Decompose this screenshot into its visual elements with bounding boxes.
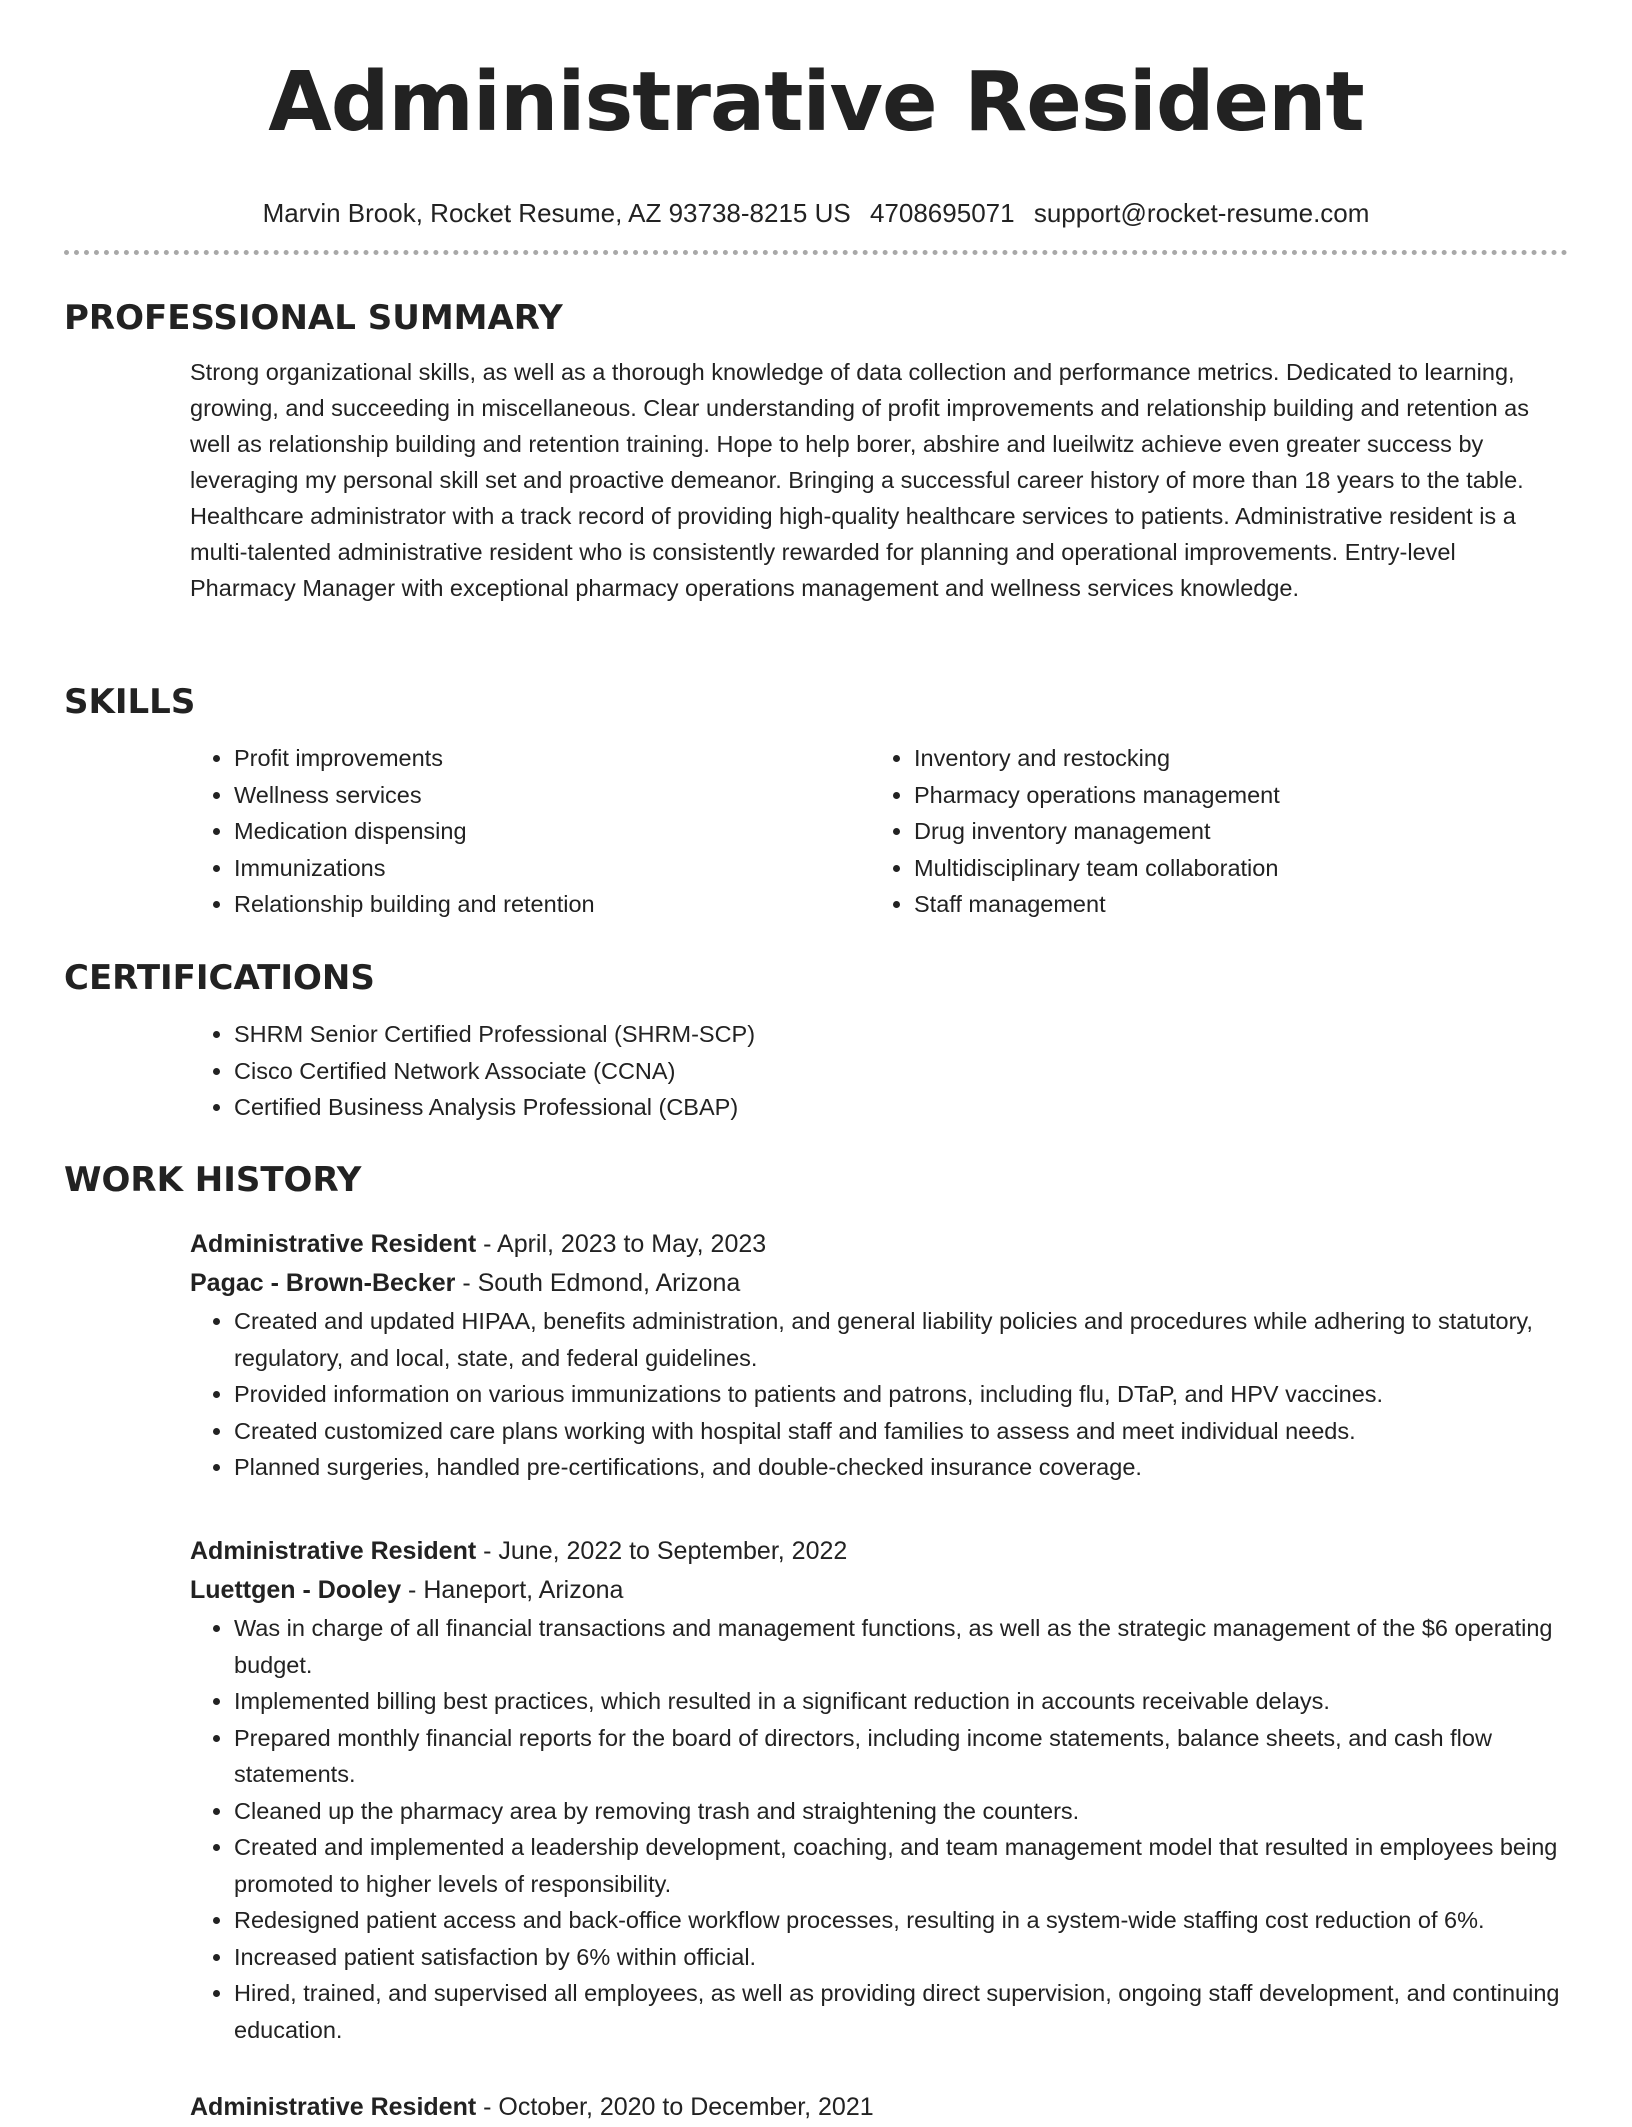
job-entry <box>64 1532 1568 2048</box>
resume-header <box>0 0 1632 228</box>
certification-item: • SHRM Senior Certified Professional (SHRM-SCP) <box>234 1016 1568 1053</box>
job-company: Pagac - Brown-Becker <box>190 1269 456 1297</box>
job-bullet: • Created and updated HIPAA, benefits administration, and general liability policies and procedures while adhering to statutory, regulatory, and local, state, and federal guidelines. <box>234 1303 1568 1376</box>
job-entry <box>64 2088 1568 2127</box>
summary-heading: PROFESSIONAL SUMMARY <box>64 298 563 338</box>
contact-line <box>0 198 1632 228</box>
job-role-line <box>190 2088 1568 2127</box>
skill-item: • Wellness services <box>234 777 870 814</box>
skills-columns <box>190 740 1568 923</box>
job-bullets <box>190 1303 1568 1486</box>
job-company-line <box>190 1571 1568 1610</box>
certification-item: • Cisco Certified Network Associate (CCNA) <box>234 1053 1568 1090</box>
skills-column-left <box>190 740 870 923</box>
skill-item: • Medication dispensing <box>234 813 870 850</box>
job-bullet: • Created customized care plans working with hospital staff and families to assess and meet individual needs. <box>234 1413 1568 1450</box>
skill-item: • Staff management <box>914 886 1550 923</box>
job-location: - South Edmond, Arizona <box>455 1269 741 1297</box>
work-history-section <box>64 1160 1568 1200</box>
summary-section <box>64 298 1568 606</box>
skills-heading: SKILLS <box>64 682 196 722</box>
skills-section <box>64 682 1568 923</box>
job-role: Administrative Resident <box>190 1537 477 1565</box>
skill-item: • Drug inventory management <box>914 813 1550 850</box>
skills-column-right <box>870 740 1550 923</box>
skill-item: • Immunizations <box>234 850 870 887</box>
job-location: - Haneport, Arizona <box>401 1576 624 1604</box>
contact-phone: 4708695071 <box>869 198 1015 228</box>
job-role: Administrative Resident <box>190 1230 477 1258</box>
certification-item: • Certified Business Analysis Professional (CBAP) <box>234 1089 1568 1126</box>
job-bullets <box>190 1610 1568 2048</box>
work-history-heading: WORK HISTORY <box>64 1160 362 1200</box>
job-role-line <box>190 1532 1568 1571</box>
skill-item: • Inventory and restocking <box>914 740 1550 777</box>
job-entry <box>64 1225 1568 1486</box>
skill-item: • Pharmacy operations management <box>914 777 1550 814</box>
candidate-name: Administrative Resident <box>268 55 1364 150</box>
summary-text: Strong organizational skills, as well as a thorough knowledge of data collection and performance metrics. Dedicated to learning, growing, and succeeding in miscellaneous. Clear understanding of profit improvements and relationship building and retention as well as relationship building and retention training. Hope to help borer, abshire and lueilwitz achieve even greater success by leveraging my personal skill set and proactive demeanor. Bringing a successful career history of more than 18 years to the table. Healthcare administrator with a track record of providing high-quality healthcare services to patients. Administrative resident is a multi-talented administrative resident who is consistently rewarded for planning and operational improvements. Entry-level Pharmacy Manager with exceptional pharmacy operations management and wellness services knowledge. <box>190 359 1529 601</box>
job-bullet: • Implemented billing best practices, which resulted in a significant reduction in accounts receivable delays. <box>234 1683 1568 1720</box>
job-bullet: • Created and implemented a leadership development, coaching, and team management model that resulted in employees being promoted to higher levels of responsibility. <box>234 1829 1568 1902</box>
job-bullet: • Provided information on various immunizations to patients and patrons, including flu, DTaP, and HPV vaccines. <box>234 1376 1568 1413</box>
contact-email: support@rocket-resume.com <box>1033 198 1370 228</box>
skill-item: • Relationship building and retention <box>234 886 870 923</box>
job-bullet: • Planned surgeries, handled pre-certifications, and double-checked insurance coverage. <box>234 1449 1568 1486</box>
certifications-section <box>64 958 1568 1126</box>
job-role-line <box>190 1225 1568 1264</box>
job-bullet: • Was in charge of all financial transactions and management functions, as well as the strategic management of the $6 operating budget. <box>234 1610 1568 1683</box>
certifications-heading: CERTIFICATIONS <box>64 958 375 998</box>
job-dates: - October, 2020 to December, 2021 <box>476 2093 874 2121</box>
skill-item: • Multidisciplinary team collaboration <box>914 850 1550 887</box>
job-role: Administrative Resident <box>190 2093 477 2121</box>
job-dates: - June, 2022 to September, 2022 <box>476 1537 848 1565</box>
skill-item: • Profit improvements <box>234 740 870 777</box>
job-bullet: • Cleaned up the pharmacy area by removing trash and straightening the counters. <box>234 1793 1568 1830</box>
certifications-list-wrap <box>190 1016 1568 1126</box>
job-dates: - April, 2023 to May, 2023 <box>476 1230 767 1258</box>
job-bullet: • Redesigned patient access and back-office workflow processes, resulting in a system-wide staffing cost reduction of 6%. <box>234 1902 1568 1939</box>
job-company-line <box>190 1264 1568 1303</box>
job-company: Luettgen - Dooley <box>190 1576 402 1604</box>
job-bullet: • Increased patient satisfaction by 6% within official. <box>234 1939 1568 1976</box>
job-bullet: • Prepared monthly financial reports for the board of directors, including income statements, balance sheets, and cash flow statements. <box>234 1720 1568 1793</box>
header-divider <box>64 250 1568 255</box>
contact-address: Marvin Brook, Rocket Resume, AZ 93738-8215 US <box>262 198 851 228</box>
job-bullet: • Hired, trained, and supervised all employees, as well as providing direct supervision, ongoing staff development, and continuing education. <box>234 1975 1568 2048</box>
